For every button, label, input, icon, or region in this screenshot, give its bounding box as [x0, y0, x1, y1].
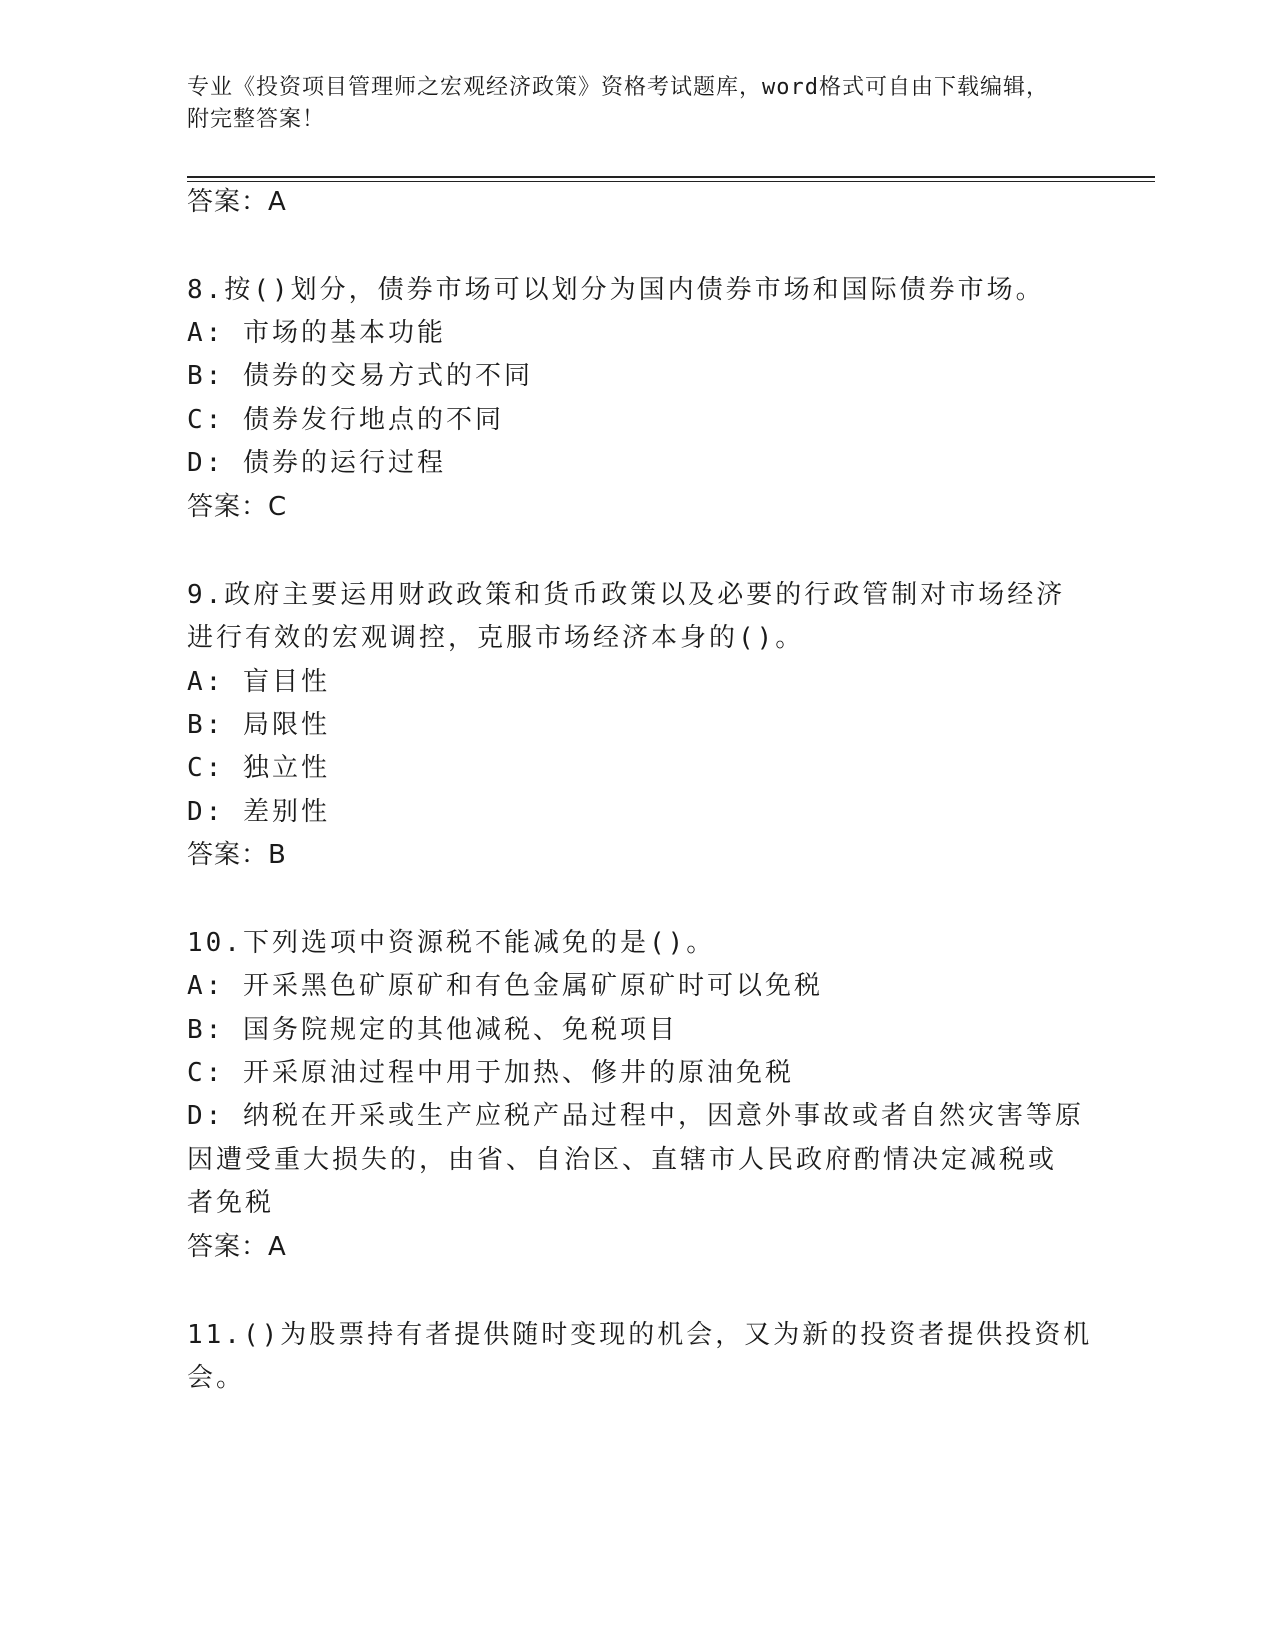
header-rule-thin [187, 181, 1155, 182]
question-10-option-b: B: 国务院规定的其他减税、免税项目 [187, 1015, 678, 1045]
question-10-option-a: A: 开采黑色矿原矿和有色金属矿原矿时可以免税 [187, 971, 823, 1001]
question-10-option-d-line-3: 者免税 [187, 1188, 275, 1218]
header-rule-thick [187, 176, 1155, 178]
question-9-option-b: B: 局限性 [187, 710, 330, 740]
question-9-text-line-2: 进行有效的宏观调控，克服市场经济本身的()。 [187, 623, 805, 653]
question-8-option-b: B: 债券的交易方式的不同 [187, 361, 533, 391]
page-header: 专业《投资项目管理师之宏观经济政策》资格考试题库，word格式可自由下载编辑，附完整答案！ [187, 75, 1049, 132]
question-8-text: 8.按()划分，债券市场可以划分为国内债券市场和国际债券市场。 [187, 275, 1045, 305]
question-10-option-d-line-1: D: 纳税在开采或生产应税产品过程中，因意外事故或者自然灾害等原 [187, 1101, 1084, 1131]
question-9-option-a: A: 盲目性 [187, 667, 330, 697]
answer-previous: 答案：A [187, 187, 287, 217]
question-9-text-line-1: 9.政府主要运用财政政策和货币政策以及必要的行政管制对市场经济 [187, 580, 1066, 610]
question-10-option-d-line-2: 因遭受重大损失的，由省、自治区、直辖市人民政府酌情决定减税或 [187, 1145, 1058, 1175]
question-9-option-c: C: 独立性 [187, 753, 330, 783]
question-10-answer: 答案：A [187, 1232, 287, 1262]
question-9-answer: 答案：B [187, 840, 287, 870]
question-8-option-d: D: 债券的运行过程 [187, 448, 446, 478]
question-11-text-line-1: 11.()为股票持有者提供随时变现的机会，又为新的投资者提供投资机 [187, 1320, 1093, 1350]
question-8-option-a: A: 市场的基本功能 [187, 318, 446, 348]
question-11-text-line-2: 会。 [187, 1363, 246, 1393]
question-8-option-c: C: 债券发行地点的不同 [187, 405, 504, 435]
question-9-option-d: D: 差别性 [187, 797, 330, 827]
question-10-option-c: C: 开采原油过程中用于加热、修井的原油免税 [187, 1058, 794, 1088]
question-8-answer: 答案：C [187, 492, 288, 522]
question-10-text: 10.下列选项中资源税不能减免的是()。 [187, 928, 716, 958]
